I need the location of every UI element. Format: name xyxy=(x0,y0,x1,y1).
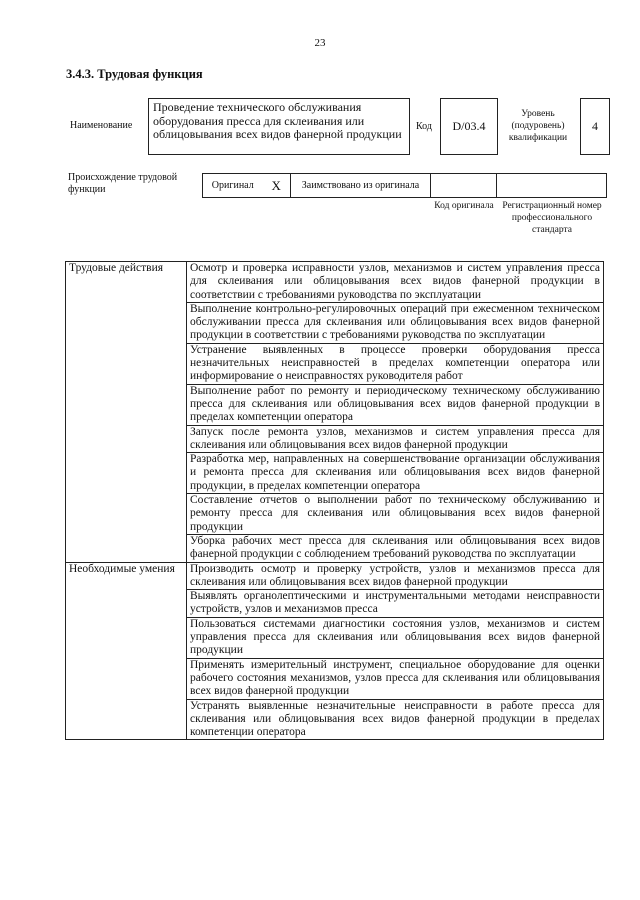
section-item: Выполнение работ по ремонту и периодическому техническому обслуживанию пресса для склеивания или облицовывания всех видов фанерной продукции в пределах компетенции оператора xyxy=(187,384,604,425)
qualification-level-label: Уровень (подуровень) квалификации xyxy=(508,109,568,143)
origin-original-label: Оригинал xyxy=(203,174,263,198)
section-item: Пользоваться системами диагностики состояния узлов, механизмов и систем управления пресса для склеивания или облицовывания всех видов фанерной продукции xyxy=(187,617,604,658)
origin-table xyxy=(202,173,607,198)
page-number: 23 xyxy=(314,37,326,49)
section-item: Применять измерительный инструмент, специальное оборудование для оценки рабочего состояния механизмов, узлов пресса для склеивания или облицовывания всех видов фанерной продукции xyxy=(187,658,604,699)
code-label: Код xyxy=(416,121,432,132)
table-row xyxy=(66,262,604,303)
section-item: Составление отчетов о выполнении работ по техническому обслуживанию и ремонту пресса для склеивания или облицовывания всех видов фанерной продукции xyxy=(187,494,604,535)
section-item: Устранять выявленные незначительные неисправности в работе пресса для склеивания или облицовывания всех видов фанерной продукции в пределах компетенции оператора xyxy=(187,699,604,740)
section-item: Выявлять органолептическими и инструментальными методами неисправности устройств, узлов и механизмов пресса xyxy=(187,590,604,618)
section-heading: 3.4.3. Трудовая функция xyxy=(66,67,203,81)
name-label: Наименование xyxy=(70,120,133,131)
origin-original-mark: X xyxy=(263,174,291,198)
section-item: Выполнение контрольно-регулировочных операций при ежесменном техническом обслуживании пресса для склеивания или облицовывания всех видов фанерной продукции в соответствии с требованиями руководства по эксплуатации xyxy=(187,302,604,343)
function-name: Проведение технического обслуживания оборудования пресса для склеивания или облицовывания всех видов фанерной продукции xyxy=(148,98,410,155)
table-row xyxy=(66,562,604,590)
origin-label: Происхождение трудовой функции xyxy=(68,172,178,195)
section-item: Устранение выявленных в процессе проверки оборудования пресса незначительных неисправностей в пределах компетенции оператора или информирование о неисправностях руководителя работ xyxy=(187,343,604,384)
section-item: Уборка рабочих мест пресса для склеивания или облицовывания всех видов фанерной продукции с соблюдением требований руководства по эксплуатации xyxy=(187,534,604,562)
origin-code-cell xyxy=(431,174,497,198)
origin-borrowed-label: Заимствовано из оригинала xyxy=(291,174,431,198)
function-details-table xyxy=(65,261,604,740)
origin-reg-caption: Регистрационный номер профессионального стандарта xyxy=(502,201,602,235)
section-item: Осмотр и проверка исправности узлов, механизмов и систем управления пресса для склеивания или облицовывания всех видов фанерной продукции в соответствии с требованиями руководства по эксплуатации xyxy=(187,262,604,303)
origin-code-caption: Код оригинала xyxy=(434,201,494,211)
section-label: Трудовые действия xyxy=(66,262,187,563)
origin-reg-cell xyxy=(497,174,607,198)
function-code: D/03.4 xyxy=(440,98,498,155)
section-item: Запуск после ремонта узлов, механизмов и систем управления пресса для склеивания или облицовывания всех видов фанерной продукции xyxy=(187,425,604,453)
qualification-level: 4 xyxy=(580,98,610,155)
section-item: Производить осмотр и проверку устройств, узлов и механизмов пресса для склеивания или облицовывания всех видов фанерной продукции xyxy=(187,562,604,590)
section-label: Необходимые умения xyxy=(66,562,187,740)
section-item: Разработка мер, направленных на совершенствование организации обслуживания и ремонта пресса для склеивания или облицовывания всех видов фанерной продукции, в пределах компетенции оператора xyxy=(187,453,604,494)
